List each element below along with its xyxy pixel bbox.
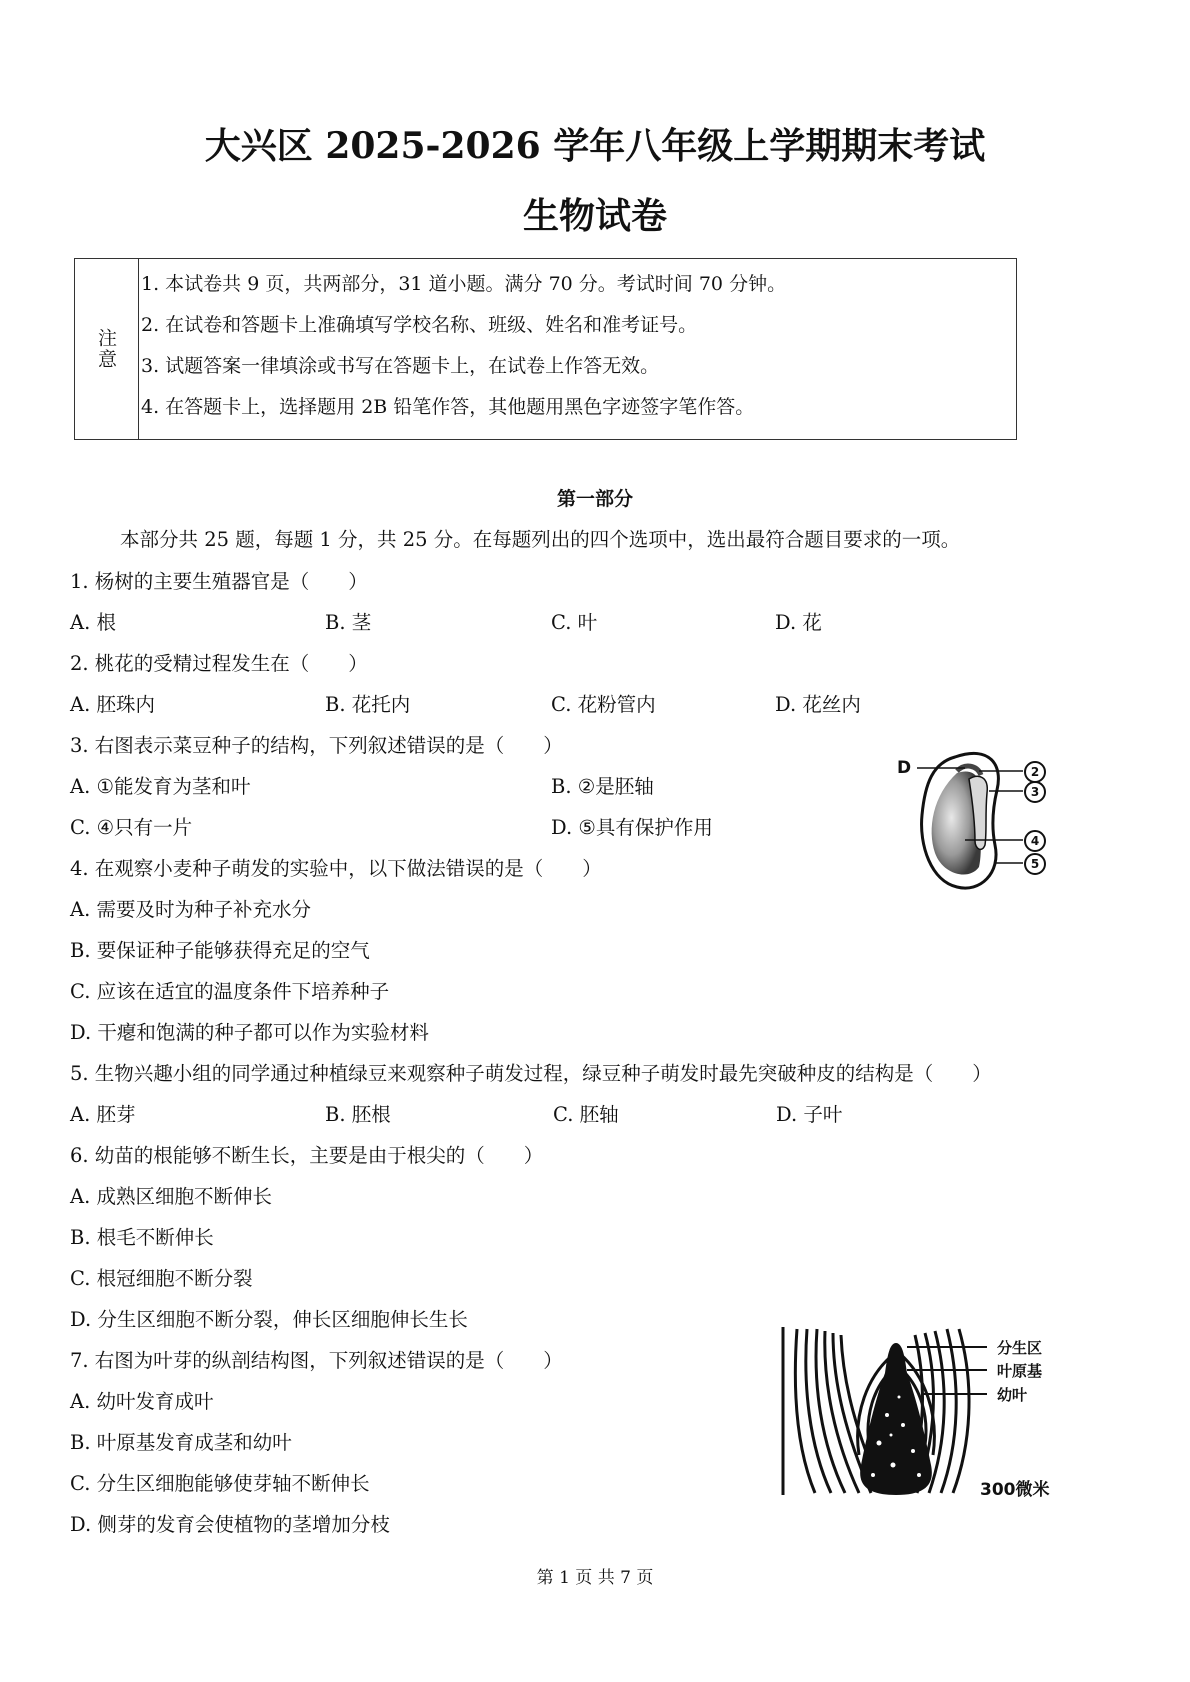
option-a: A. 根 — [70, 611, 116, 634]
page-number: 第 1 页 共 7 页 — [536, 1568, 654, 1588]
option-c: C. 花粉管内 — [551, 693, 656, 716]
option-a: A. ①能发育为茎和叶 — [70, 775, 251, 798]
seed-label-5: 5 — [1024, 853, 1046, 875]
seed-label-4: 4 — [1024, 830, 1046, 852]
option-b: B. 胚根 — [325, 1103, 391, 1126]
option-d: D. 子叶 — [776, 1103, 843, 1126]
option-b: B. 要保证种子能够获得充足的空气 — [70, 939, 370, 962]
option-c: C. ④只有一片 — [70, 816, 193, 839]
option-c: C. 应该在适宜的温度条件下培养种子 — [70, 980, 390, 1003]
option-b: B. 叶原基发育成茎和幼叶 — [70, 1431, 292, 1454]
bud-label-leaf-primordium: 叶原基 — [997, 1362, 1043, 1380]
option-c: C. 胚轴 — [553, 1103, 619, 1126]
option-c: C. 分生区细胞能够使芽轴不断伸长 — [70, 1472, 370, 1495]
notice-item: 3. 试题答案一律填涂或书写在答题卡上，在试卷上作答无效。 — [141, 355, 660, 377]
option-d: D. 花 — [775, 611, 822, 634]
option-b: B. 茎 — [325, 611, 372, 634]
notice-item: 2. 在试卷和答题卡上准确填写学校名称、班级、姓名和准考证号。 — [141, 314, 698, 336]
option-a: A. 成熟区细胞不断伸长 — [70, 1185, 272, 1208]
option-d: D. 侧芽的发育会使植物的茎增加分枝 — [70, 1513, 390, 1536]
bud-scale-label: 300微米 — [980, 1480, 1050, 1500]
seed-label-3: 3 — [1024, 781, 1046, 803]
question-stem: 2. 桃花的受精过程发生在（ ） — [70, 652, 368, 675]
question-stem: 1. 杨树的主要生殖器官是（ ） — [70, 570, 368, 593]
notice-label: 注意 — [95, 328, 117, 370]
section-heading: 第一部分 — [556, 488, 633, 510]
question-stem: 3. 右图表示菜豆种子的结构，下列叙述错误的是（ ） — [70, 734, 563, 757]
exam-subtitle: 生物试卷 — [522, 195, 667, 237]
option-b: B. ②是胚轴 — [551, 775, 654, 798]
option-d: D. 花丝内 — [775, 693, 861, 716]
notice-item: 4. 在答题卡上，选择题用 2B 铅笔作答，其他题用黑色字迹签字笔作答。 — [141, 396, 755, 418]
question-stem: 6. 幼苗的根能够不断生长，主要是由于根尖的（ ） — [70, 1144, 544, 1167]
option-b: B. 根毛不断伸长 — [70, 1226, 214, 1249]
option-c: C. 叶 — [551, 611, 598, 634]
question-stem: 4. 在观察小麦种子萌发的实验中，以下做法错误的是（ ） — [70, 857, 602, 880]
question-stem: 5. 生物兴趣小组的同学通过种植绿豆来观察种子萌发过程，绿豆种子萌发时最先突破种皮的结构是（ ） — [70, 1062, 992, 1085]
option-a: A. 胚芽 — [70, 1103, 136, 1126]
option-d: D. 分生区细胞不断分裂，伸长区细胞伸长生长 — [70, 1308, 468, 1331]
seed-label-1: D — [897, 758, 912, 778]
notice-label-cell — [75, 259, 139, 439]
bean-seed-figure — [895, 745, 1055, 900]
option-a: A. 幼叶发育成叶 — [70, 1390, 214, 1413]
seed-label-2: 2 — [1024, 761, 1046, 783]
option-d: D. ⑤具有保护作用 — [551, 816, 713, 839]
notice-box — [74, 258, 1017, 440]
section-intro: 本部分共 25 题，每题 1 分，共 25 分。在每题列出的四个选项中，选出最符合题目要求的一项。 — [120, 528, 961, 551]
option-d: D. 干瘪和饱满的种子都可以作为实验材料 — [70, 1021, 429, 1044]
question-stem: 7. 右图为叶芽的纵剖结构图，下列叙述错误的是（ ） — [70, 1349, 563, 1372]
option-c: C. 根冠细胞不断分裂 — [70, 1267, 253, 1290]
notice-item: 1. 本试卷共 9 页，共两部分，31 道小题。满分 70 分。考试时间 70 分钟。 — [141, 273, 787, 295]
bud-label-young-leaf: 幼叶 — [997, 1386, 1028, 1404]
option-a: A. 胚珠内 — [70, 693, 155, 716]
leaf-bud-figure — [775, 1325, 1065, 1505]
exam-title: 大兴区 2025-2026 学年八年级上学期期末考试 — [204, 125, 986, 167]
bud-label-meristem: 分生区 — [997, 1339, 1043, 1357]
option-b: B. 花托内 — [325, 693, 411, 716]
option-a: A. 需要及时为种子补充水分 — [70, 898, 311, 921]
